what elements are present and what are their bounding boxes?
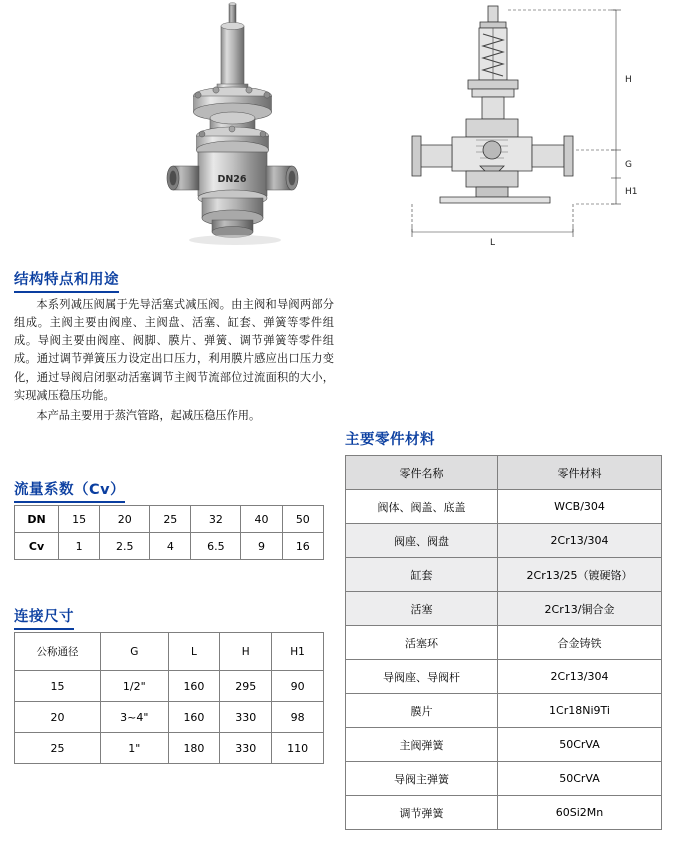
dim-label-g: G xyxy=(625,160,632,170)
conn-cell: 295 xyxy=(220,671,272,702)
table-row xyxy=(346,762,662,796)
main-part-materials-table xyxy=(345,455,662,830)
table-row xyxy=(346,490,662,524)
conn-cell: 330 xyxy=(220,733,272,764)
mat-part-name: 膜片 xyxy=(346,694,498,728)
table-row xyxy=(15,533,324,560)
conn-cell: 20 xyxy=(15,702,101,733)
cv-cell: 25 xyxy=(150,506,191,533)
table-row xyxy=(346,694,662,728)
table-row xyxy=(346,796,662,830)
mat-part-material: 合金铸铁 xyxy=(498,626,662,660)
conn-cell: 110 xyxy=(272,733,324,764)
mat-part-name: 阀座、阀盘 xyxy=(346,524,498,558)
cv-cell: 20 xyxy=(100,506,150,533)
conn-cell: 160 xyxy=(168,671,220,702)
mat-part-material: WCB/304 xyxy=(498,490,662,524)
mat-header-cell: 零件名称 xyxy=(346,456,498,490)
mat-part-name: 活塞 xyxy=(346,592,498,626)
table-row xyxy=(15,702,324,733)
mat-part-material: 2Cr13/304 xyxy=(498,660,662,694)
conn-cell: 330 xyxy=(220,702,272,733)
structure-body-text xyxy=(14,296,334,427)
mat-part-name: 调节弹簧 xyxy=(346,796,498,830)
dim-label-l: L xyxy=(490,238,496,248)
mat-part-material: 50CrVA xyxy=(498,762,662,796)
cv-cell: 2.5 xyxy=(100,533,150,560)
conn-cell: 160 xyxy=(168,702,220,733)
conn-header-cell: 公称通径 xyxy=(15,633,101,671)
conn-cell: 25 xyxy=(15,733,101,764)
mat-part-material: 50CrVA xyxy=(498,728,662,762)
cv-cell: 40 xyxy=(241,506,282,533)
heading-flow-coefficient: 流量系数（Cv） xyxy=(14,478,125,503)
mat-header-cell: 零件材料 xyxy=(498,456,662,490)
mat-part-name: 活塞环 xyxy=(346,626,498,660)
mat-part-name: 缸套 xyxy=(346,558,498,592)
connection-dimensions-table xyxy=(14,632,324,764)
table-header-row xyxy=(346,456,662,490)
mat-part-material: 1Cr18Ni9Ti xyxy=(498,694,662,728)
conn-cell: 90 xyxy=(272,671,324,702)
conn-header-cell: H xyxy=(220,633,272,671)
structure-paragraph-1: 本系列减压阀属于先导活塞式减压阀。由主阀和导阀两部分组成。主阀主要由阀座、主阀盘、活塞、缸套、弹簧等零件组成。导阀主要由阀座、阀脚、膜片、弹簧、调节弹簧等零件组成。通过调节弹簧压力设定出口压力，利用膜片感应出口压力变化，通过导阀启闭驱动活塞调节主阀节流部位过流面积的大小，实现减压稳压功能。 xyxy=(14,298,334,402)
heading-main-part-materials: 主要零件材料 xyxy=(345,432,435,448)
mat-part-material: 2Cr13/铜合金 xyxy=(498,592,662,626)
illustration-area xyxy=(0,0,676,258)
table-header-row xyxy=(15,633,324,671)
dim-label-h: H xyxy=(625,75,632,85)
valve-dn-label: DN26 xyxy=(217,174,247,185)
table-row xyxy=(346,524,662,558)
cv-cell: 15 xyxy=(59,506,100,533)
heading-structure-features: 结构特点和用途 xyxy=(14,268,119,293)
conn-header-cell: G xyxy=(101,633,169,671)
conn-cell: 15 xyxy=(15,671,101,702)
cv-row-label: DN xyxy=(15,506,59,533)
mat-part-material: 2Cr13/304 xyxy=(498,524,662,558)
cv-cell: 6.5 xyxy=(191,533,241,560)
table-row xyxy=(346,728,662,762)
table-row xyxy=(15,506,324,533)
mat-part-name: 阀体、阀盖、底盖 xyxy=(346,490,498,524)
dim-label-h1: H1 xyxy=(625,187,638,197)
conn-cell: 1" xyxy=(101,733,169,764)
conn-cell: 3~4" xyxy=(101,702,169,733)
mat-part-name: 主阀弹簧 xyxy=(346,728,498,762)
valve-section-drawing xyxy=(380,0,670,255)
table-row xyxy=(346,558,662,592)
conn-cell: 98 xyxy=(272,702,324,733)
table-row xyxy=(346,592,662,626)
table-row xyxy=(15,671,324,702)
cv-cell: 32 xyxy=(191,506,241,533)
conn-header-cell: H1 xyxy=(272,633,324,671)
conn-header-cell: L xyxy=(168,633,220,671)
mat-part-material: 2Cr13/25（镀硬铬） xyxy=(498,558,662,592)
table-row xyxy=(15,733,324,764)
conn-cell: 1/2" xyxy=(101,671,169,702)
valve-photo-illustration xyxy=(140,0,330,255)
mat-part-name: 导阀主弹簧 xyxy=(346,762,498,796)
flow-coefficient-table xyxy=(14,505,324,560)
mat-part-name: 导阀座、导阀杆 xyxy=(346,660,498,694)
conn-cell: 180 xyxy=(168,733,220,764)
cv-cell: 4 xyxy=(150,533,191,560)
structure-paragraph-2: 本产品主要用于蒸汽管路，起减压稳压作用。 xyxy=(36,408,261,422)
mat-part-material: 60Si2Mn xyxy=(498,796,662,830)
heading-connection-dimensions: 连接尺寸 xyxy=(14,605,74,630)
cv-cell: 9 xyxy=(241,533,282,560)
cv-cell: 1 xyxy=(59,533,100,560)
cv-row-label: Cv xyxy=(15,533,59,560)
table-row xyxy=(346,660,662,694)
table-row xyxy=(346,626,662,660)
cv-cell: 16 xyxy=(282,533,323,560)
cv-cell: 50 xyxy=(282,506,323,533)
